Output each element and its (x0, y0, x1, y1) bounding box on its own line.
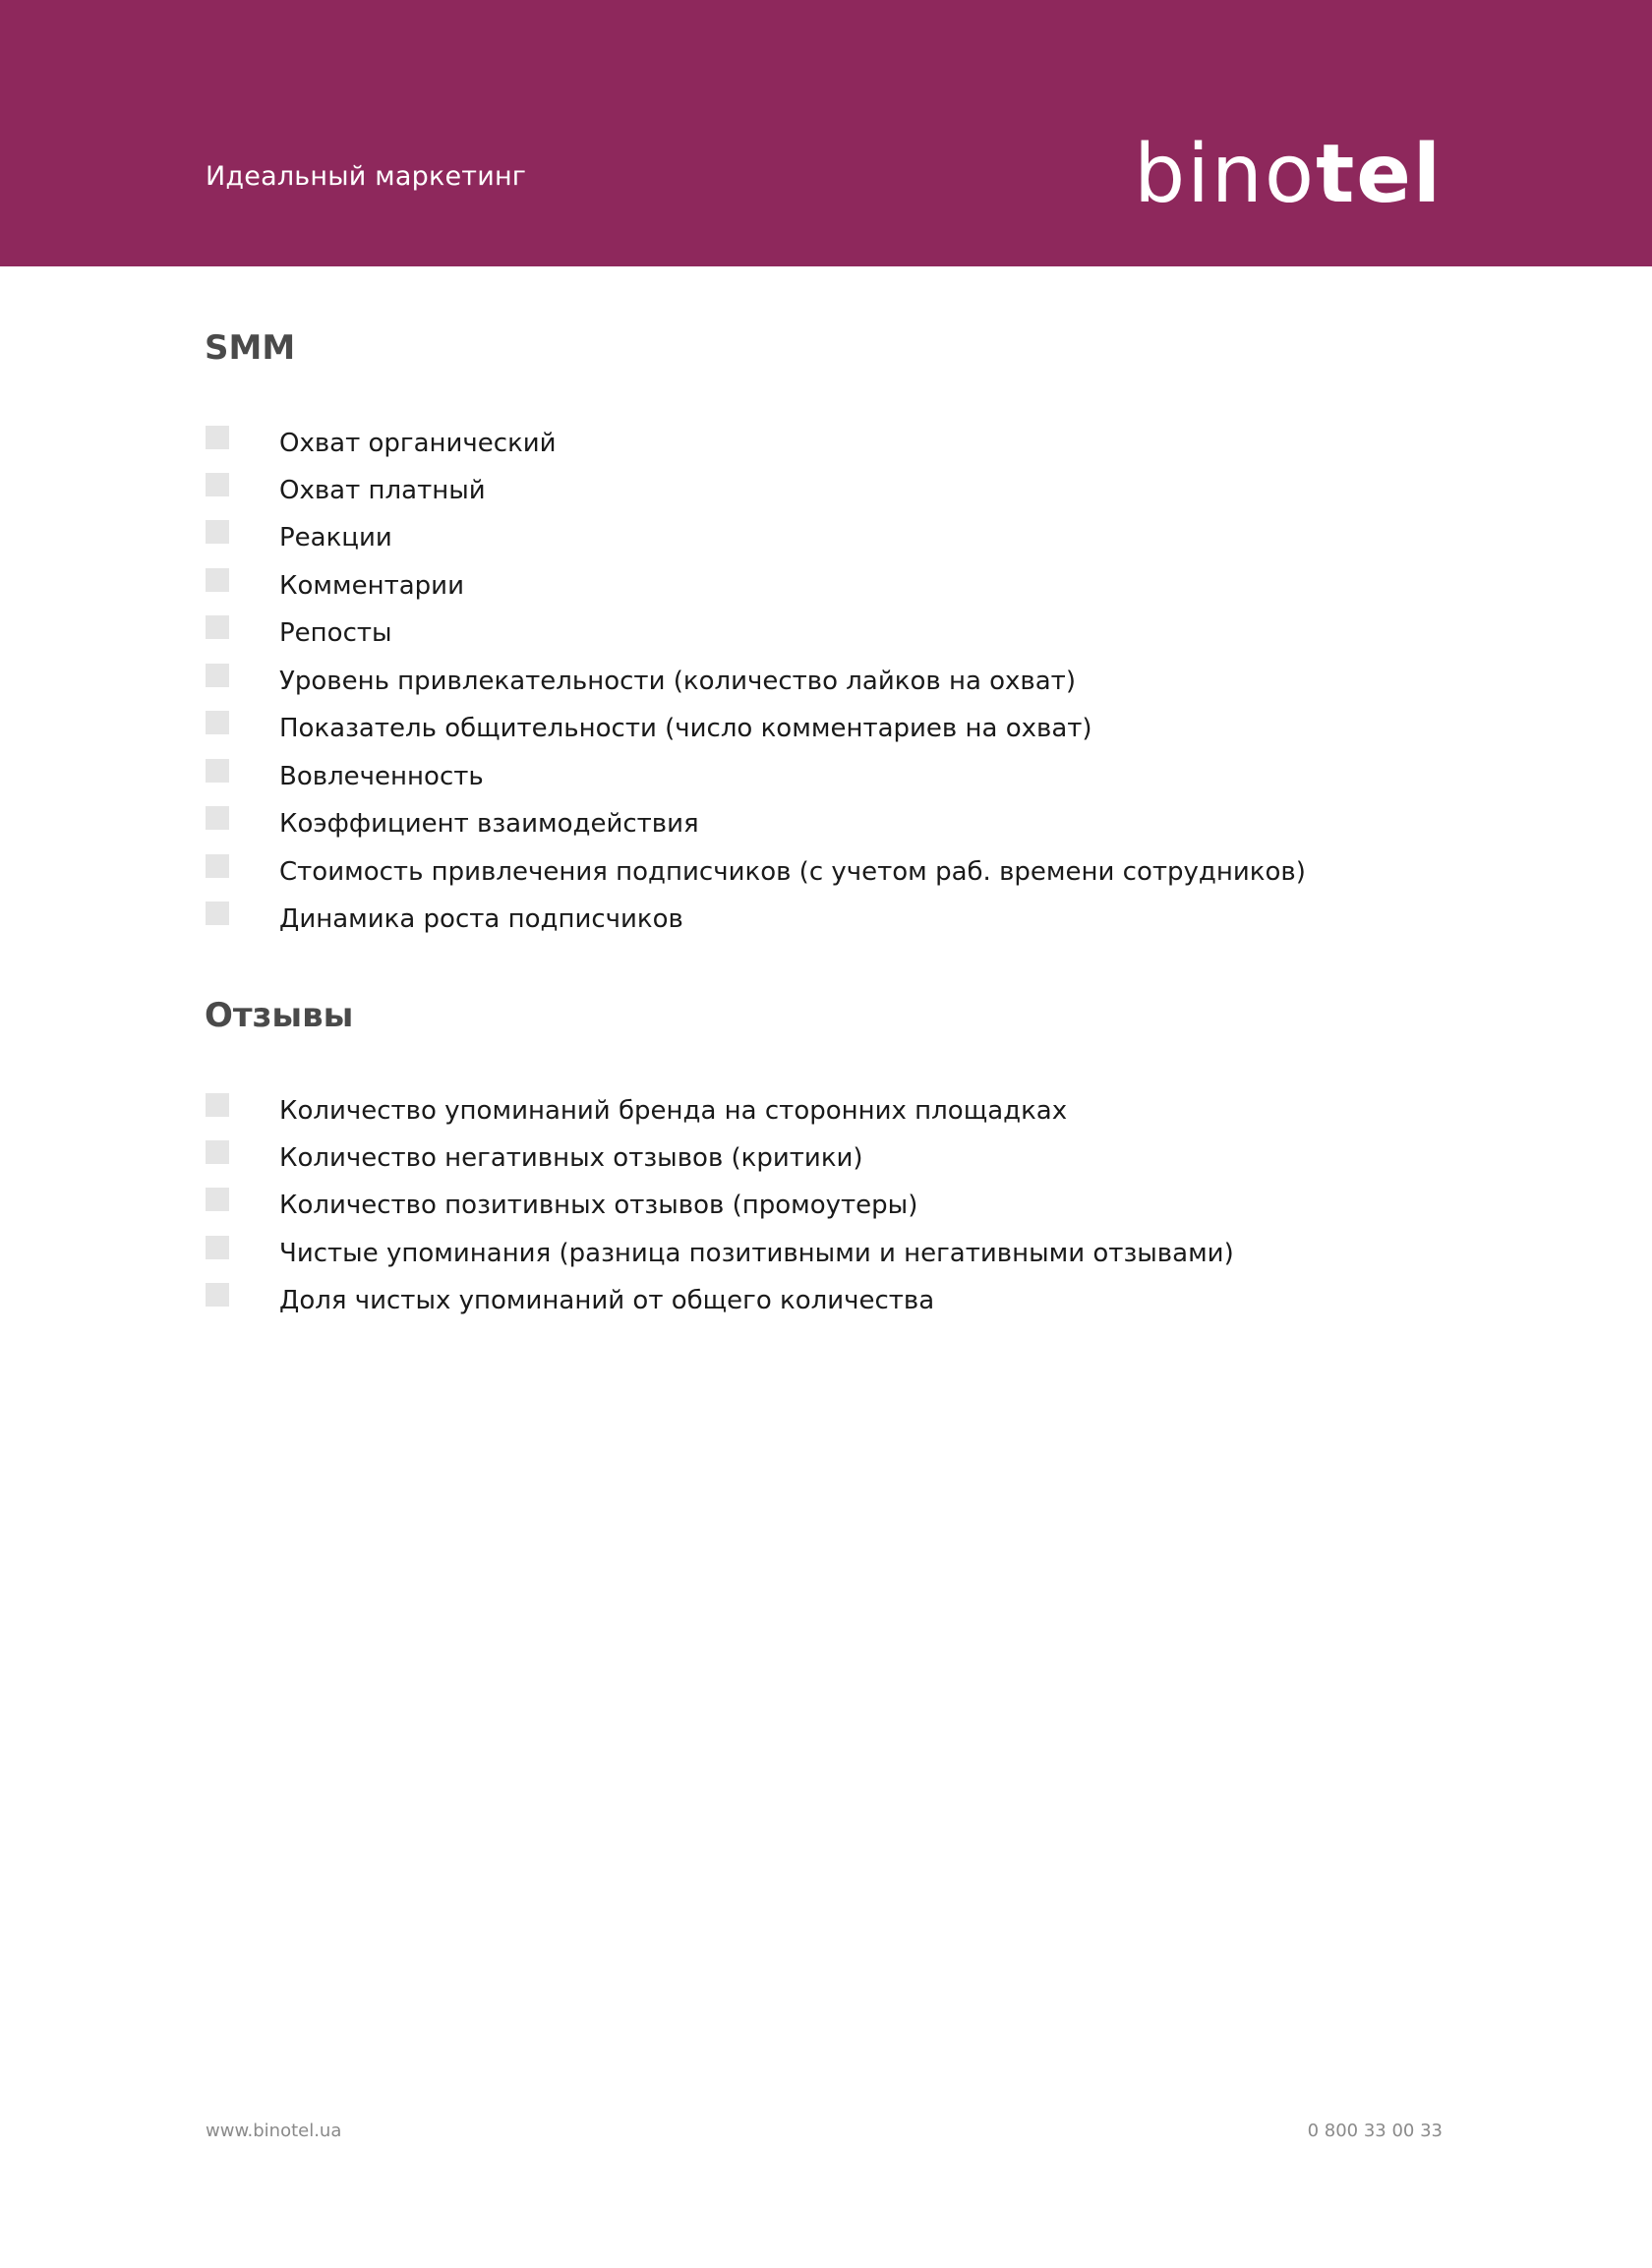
checklist-item-label: Количество упоминаний бренда на сторонних площадках (279, 1096, 1068, 1126)
checklist-item (0, 426, 1652, 471)
section-title-smm: SMM (205, 328, 296, 368)
checkbox[interactable] (206, 1188, 229, 1211)
logo-text-bold: tel (1316, 128, 1443, 221)
footer-phone: 0 800 33 00 33 (1307, 2121, 1443, 2141)
checkbox[interactable] (206, 664, 229, 687)
checklist-item (0, 1140, 1652, 1186)
checklist-item (0, 711, 1652, 756)
footer-website[interactable]: www.binotel.ua (206, 2121, 342, 2141)
checklist-item-label: Вовлеченность (279, 762, 484, 791)
checkbox[interactable] (206, 759, 229, 783)
checklist-item-label: Репосты (279, 618, 392, 648)
checklist-item-label: Чистые упоминания (разница позитивными и негативными отзывами) (279, 1239, 1234, 1268)
checklist-item-label: Реакции (279, 523, 392, 552)
checklist-item (0, 806, 1652, 851)
checkbox[interactable] (206, 901, 229, 925)
checkbox[interactable] (206, 615, 229, 639)
checkbox[interactable] (206, 568, 229, 592)
checkbox[interactable] (206, 520, 229, 544)
checklist-item-label: Количество позитивных отзывов (промоутеры) (279, 1191, 918, 1220)
checklist-item (0, 1283, 1652, 1328)
checklist-item-label: Коэффициент взаимодействия (279, 809, 699, 839)
checklist-item-label: Доля чистых упоминаний от общего количества (279, 1286, 935, 1315)
checklist-item (0, 520, 1652, 565)
checklist-item (0, 615, 1652, 661)
checklist-item (0, 759, 1652, 804)
checklist-item-label: Количество негативных отзывов (критики) (279, 1143, 863, 1173)
checklist-item-label: Динамика роста подписчиков (279, 904, 683, 934)
checklist-item (0, 901, 1652, 947)
checklist-item (0, 1188, 1652, 1233)
checkbox[interactable] (206, 1283, 229, 1307)
checklist-item-label: Уровень привлекательности (количество лайков на охват) (279, 667, 1076, 696)
checkbox[interactable] (206, 711, 229, 734)
checkbox[interactable] (206, 1093, 229, 1117)
checklist-item (0, 568, 1652, 613)
page-header (0, 0, 1652, 266)
logo-text-light: bino (1134, 128, 1317, 221)
checklist-item (0, 1093, 1652, 1138)
section-title-reviews: Отзывы (205, 996, 354, 1035)
checkbox[interactable] (206, 1236, 229, 1259)
checklist-item (0, 664, 1652, 709)
header-title: Идеальный маркетинг (206, 161, 527, 192)
checkbox[interactable] (206, 854, 229, 878)
checkbox[interactable] (206, 426, 229, 449)
checkbox[interactable] (206, 1140, 229, 1164)
checklist-item-label: Стоимость привлечения подписчиков (с учетом раб. времени сотрудников) (279, 857, 1306, 887)
checklist-item-label: Комментарии (279, 571, 464, 601)
checklist-item (0, 1236, 1652, 1281)
checklist-item-label: Охват органический (279, 429, 557, 458)
checklist-item (0, 854, 1652, 900)
checklist-item-label: Показатель общительности (число комментариев на охват) (279, 714, 1092, 743)
checkbox[interactable] (206, 806, 229, 830)
checklist-item (0, 473, 1652, 518)
checklist-item-label: Охват платный (279, 476, 486, 505)
binotel-logo (1134, 128, 1443, 221)
checkbox[interactable] (206, 473, 229, 496)
